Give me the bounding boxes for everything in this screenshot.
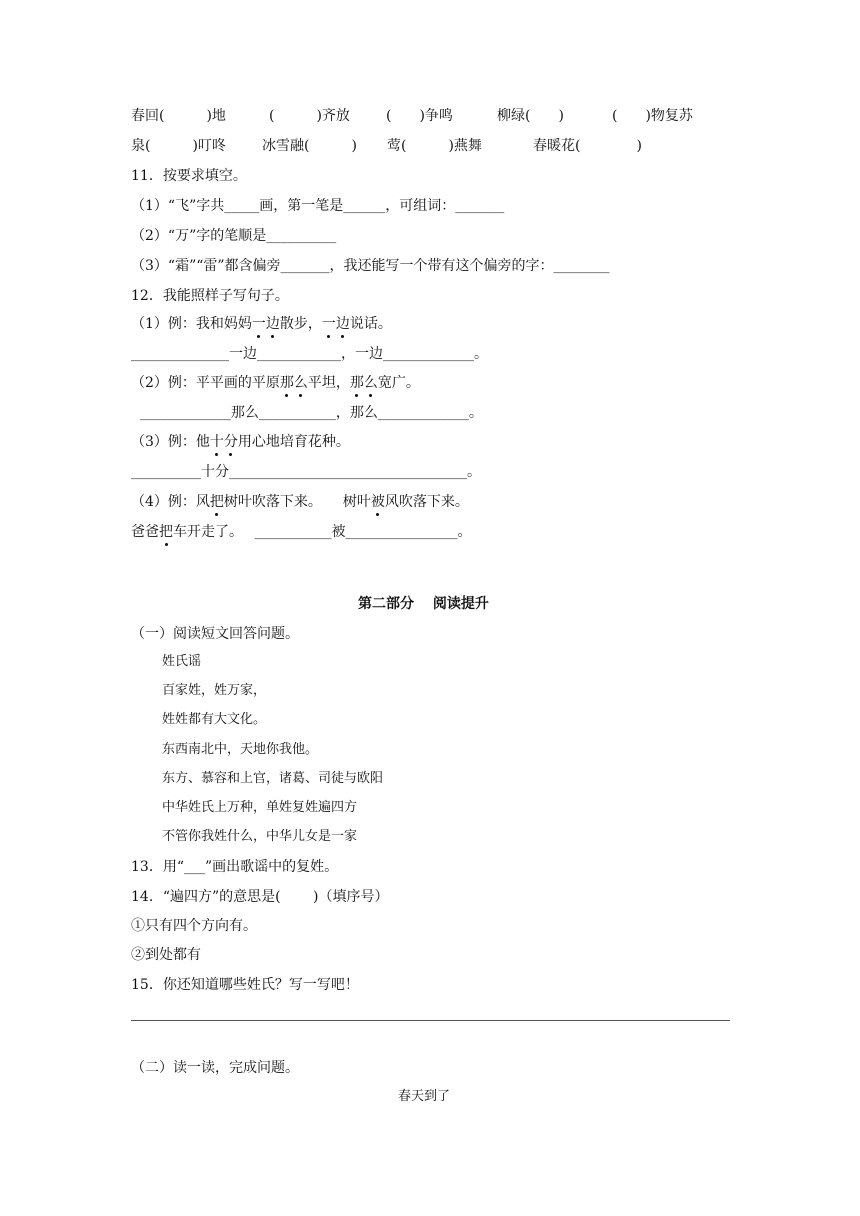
section-2-heading: （二）读一读，完成问题。 (131, 1060, 299, 1076)
q11-title: 11．按要求填空。 (131, 168, 247, 184)
q14-option-1: ①只有四个方向有。 (131, 918, 257, 934)
idiom-blank-3: ( )争鸣 (386, 108, 453, 124)
q12-fill-1: ______________一边____________，一边_____________。 (131, 346, 488, 362)
poem-line: 百家姓，姓万家， (162, 683, 267, 698)
q12-example-1: （1）例：我和妈妈一边散步，一边说话。 (131, 316, 392, 332)
section-1-heading: （一）阅读短文回答问题。 (131, 626, 299, 642)
poem-line: 中华姓氏上万种，单姓复姓遍四方 (162, 800, 358, 815)
poem2-title: 春天到了 (398, 1089, 451, 1104)
q14-option-2: ②到处都有 (131, 947, 201, 963)
idiom-blank-1: 春回( )地 (131, 108, 226, 124)
q11-line-2: （2）“万”字的笔顺是__________ (131, 228, 337, 244)
idiom-blank-5: ( )物复苏 (612, 108, 693, 124)
idiom-blank-2: ( )齐放 (269, 108, 350, 124)
poem-line: 不管你我姓什么，中华儿女是一家 (162, 829, 358, 844)
q15-text: 15．你还知道哪些姓氏？写一写吧！ (131, 977, 359, 993)
q12-example-3: （3）例：他十分用心地培育花种。 (131, 434, 350, 450)
q12-example-4: （4）例：风把树叶吹落下来。 树叶被风吹落下来。 (131, 494, 469, 510)
poem-line: 姓姓都有大文化。 (162, 712, 267, 727)
q12-title: 12．我能照样子写句子。 (131, 288, 289, 304)
idiom-blank-4: 柳绿( ) (497, 108, 564, 124)
q14-text: 14．“遍四方”的意思是( )（填序号） (131, 889, 389, 905)
idiom-blank-7: 冰雪融( ) (262, 138, 357, 154)
q13-text: 13．用“___”画出歌谣中的复姓。 (131, 859, 339, 875)
q12-fill-4: 爸爸把车开走了。 ___________被________________。 (131, 524, 472, 540)
idiom-blank-9: 春暖花( ) (533, 138, 642, 154)
q12-fill-3: __________十分__________________________________。 (131, 464, 481, 480)
poem-line: 东方、慕容和上官，诸葛、司徒与欧阳 (162, 771, 384, 786)
q12-fill-2: _____________那么___________，那么_____________。 (131, 405, 483, 421)
part2-heading: 第二部分 阅读提升 (358, 596, 489, 612)
q11-line-3: （3）“霜”“雷”都含偏旁_______，我还能写一个带有这个偏旁的字：________ (131, 258, 610, 274)
q11-line-1: （1）“飞”字共_____画，第一笔是______，可组词：_______ (131, 198, 505, 214)
answer-line (131, 1020, 730, 1021)
poem-title: 姓氏谣 (162, 654, 202, 669)
idiom-blank-6: 泉( )叮咚 (131, 138, 226, 154)
idiom-blank-8: 莺( )燕舞 (387, 138, 482, 154)
q12-example-2: （2）例：平平画的平原那么平坦，那么宽广。 (131, 375, 420, 391)
poem-line: 东西南北中，天地你我他。 (162, 742, 319, 757)
